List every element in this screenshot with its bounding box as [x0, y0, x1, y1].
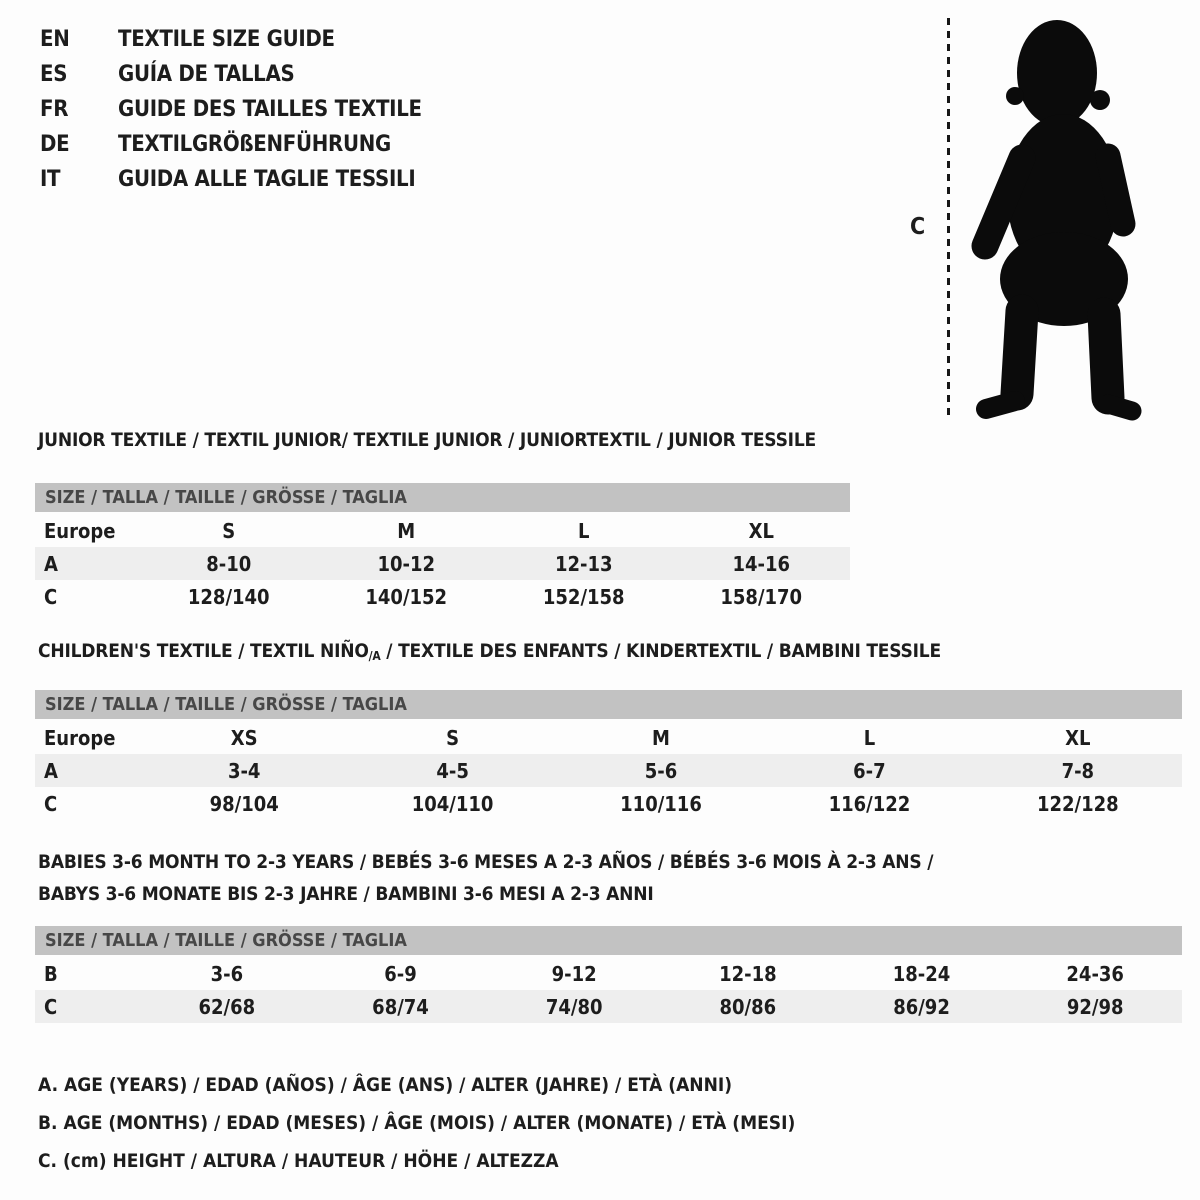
table-row	[35, 990, 1182, 1023]
size-value: S	[446, 725, 460, 750]
table-row	[35, 754, 1182, 787]
row-label: Europe	[44, 725, 116, 750]
lang-row-es	[40, 57, 422, 92]
table-row	[35, 580, 850, 613]
height-measure-dashed-line	[947, 18, 950, 415]
lang-row-en	[40, 22, 422, 57]
babies-section-title	[38, 846, 933, 910]
legend-line-a: A. AGE (YEARS) / EDAD (AÑOS) / ÂGE (ANS) / ALTER (JAHRE) / ETÀ (ANNI)	[38, 1074, 733, 1096]
lang-title: TEXTILE SIZE GUIDE	[118, 27, 335, 52]
babies-size-table	[35, 926, 1182, 1023]
lang-row-de	[40, 127, 422, 162]
age-months-value: 9-12	[551, 961, 597, 986]
size-value: XL	[1065, 725, 1091, 750]
height-value: 110/116	[620, 791, 702, 816]
lang-title: TEXTILGRÖßENFÜHRUNG	[118, 132, 391, 157]
size-value: L	[863, 725, 876, 750]
row-label: Europe	[44, 518, 116, 543]
size-value: M	[397, 518, 416, 543]
row-label: C	[44, 791, 58, 816]
height-value: 92/98	[1066, 994, 1124, 1019]
row-label: A	[44, 551, 58, 576]
lang-code: EN	[40, 27, 70, 52]
table-row	[35, 514, 850, 547]
height-value: 98/104	[209, 791, 279, 816]
size-value: M	[652, 725, 670, 750]
lang-code: IT	[40, 167, 61, 192]
height-value: 122/128	[1036, 791, 1119, 816]
legend	[38, 1066, 795, 1180]
junior-table-header: SIZE / TALLA / TAILLE / GRÖSSE / TAGLIA	[35, 483, 850, 512]
babies-title-line1: BABIES 3-6 MONTH TO 2-3 YEARS / BEBÉS 3-6 MESES A 2-3 AÑOS / BÉBÉS 3-6 MOIS À 2-3 ANS /	[38, 851, 934, 873]
table-row	[35, 721, 1182, 754]
toddler-silhouette-image	[960, 16, 1150, 421]
legend-line-c: C. (cm) HEIGHT / ALTURA / HAUTEUR / HÖHE / ALTEZZA	[38, 1150, 559, 1172]
age-value: 8-10	[206, 551, 252, 576]
lang-title: GUIDE DES TAILLES TEXTILE	[118, 97, 422, 122]
table-row	[35, 547, 850, 580]
height-value: 116/122	[828, 791, 911, 816]
table-row	[35, 957, 1182, 990]
height-value: 140/152	[365, 584, 448, 609]
age-value: 10-12	[377, 551, 436, 576]
lang-row-it	[40, 162, 422, 197]
age-value: 4-5	[436, 758, 469, 783]
height-value: 158/170	[720, 584, 803, 609]
babies-title-line2: BABYS 3-6 MONATE BIS 2-3 JAHRE / BAMBINI 3-6 MESI A 2-3 ANNI	[38, 883, 654, 905]
row-label: C	[44, 584, 58, 609]
children-title-text: CHILDREN'S TEXTILE / TEXTIL NIÑO	[38, 640, 369, 662]
size-value: XS	[230, 725, 258, 750]
size-value: L	[578, 518, 590, 543]
height-value: 128/140	[187, 584, 270, 609]
height-value: 74/80	[545, 994, 603, 1019]
lang-code: DE	[40, 132, 70, 157]
age-months-value: 24-36	[1066, 961, 1124, 986]
legend-line-b: B. AGE (MONTHS) / EDAD (MESES) / ÂGE (MOIS) / ALTER (MONATE) / ETÀ (MESI)	[38, 1112, 796, 1134]
age-value: 3-4	[227, 758, 261, 783]
lang-row-fr	[40, 92, 422, 127]
junior-section-title: JUNIOR TEXTILE / TEXTIL JUNIOR/ TEXTILE JUNIOR / JUNIORTEXTIL / JUNIOR TESSILE	[38, 429, 817, 451]
lang-code: FR	[40, 97, 69, 122]
lang-title: GUIDA ALLE TAGLIE TESSILI	[118, 167, 416, 192]
height-value: 104/110	[411, 791, 494, 816]
row-label: C	[44, 994, 58, 1019]
size-value: XL	[748, 518, 774, 543]
age-value: 6-7	[853, 758, 886, 783]
lang-title: GUÍA DE TALLAS	[118, 62, 295, 87]
age-value: 14-16	[732, 551, 791, 576]
table-row	[35, 787, 1182, 820]
language-header	[40, 22, 422, 197]
row-label: A	[44, 758, 58, 783]
children-table-header: SIZE / TALLA / TAILLE / GRÖSSE / TAGLIA	[35, 690, 1182, 719]
height-value: 68/74	[372, 994, 429, 1019]
age-months-value: 12-18	[719, 961, 777, 986]
height-measure-label: C	[910, 214, 926, 240]
size-value: S	[222, 518, 236, 543]
height-value: 62/68	[198, 994, 256, 1019]
babies-table-header: SIZE / TALLA / TAILLE / GRÖSSE / TAGLIA	[35, 926, 1182, 955]
age-value: 5-6	[644, 758, 678, 783]
age-months-value: 18-24	[892, 961, 951, 986]
children-section-title	[38, 640, 941, 663]
lang-code: ES	[40, 62, 68, 87]
age-months-value: 3-6	[210, 961, 244, 986]
row-label: B	[44, 961, 58, 986]
children-title-sub: /A	[368, 649, 381, 663]
height-value: 86/92	[893, 994, 950, 1019]
age-months-value: 6-9	[384, 961, 417, 986]
height-value: 152/158	[542, 584, 625, 609]
junior-size-table	[35, 483, 850, 613]
children-title-text: / TEXTILE DES ENFANTS / KINDERTEXTIL / BAMBINI TESSILE	[380, 640, 941, 662]
height-value: 80/86	[719, 994, 777, 1019]
children-size-table	[35, 690, 1182, 820]
age-value: 12-13	[554, 551, 613, 576]
age-value: 7-8	[1061, 758, 1095, 783]
